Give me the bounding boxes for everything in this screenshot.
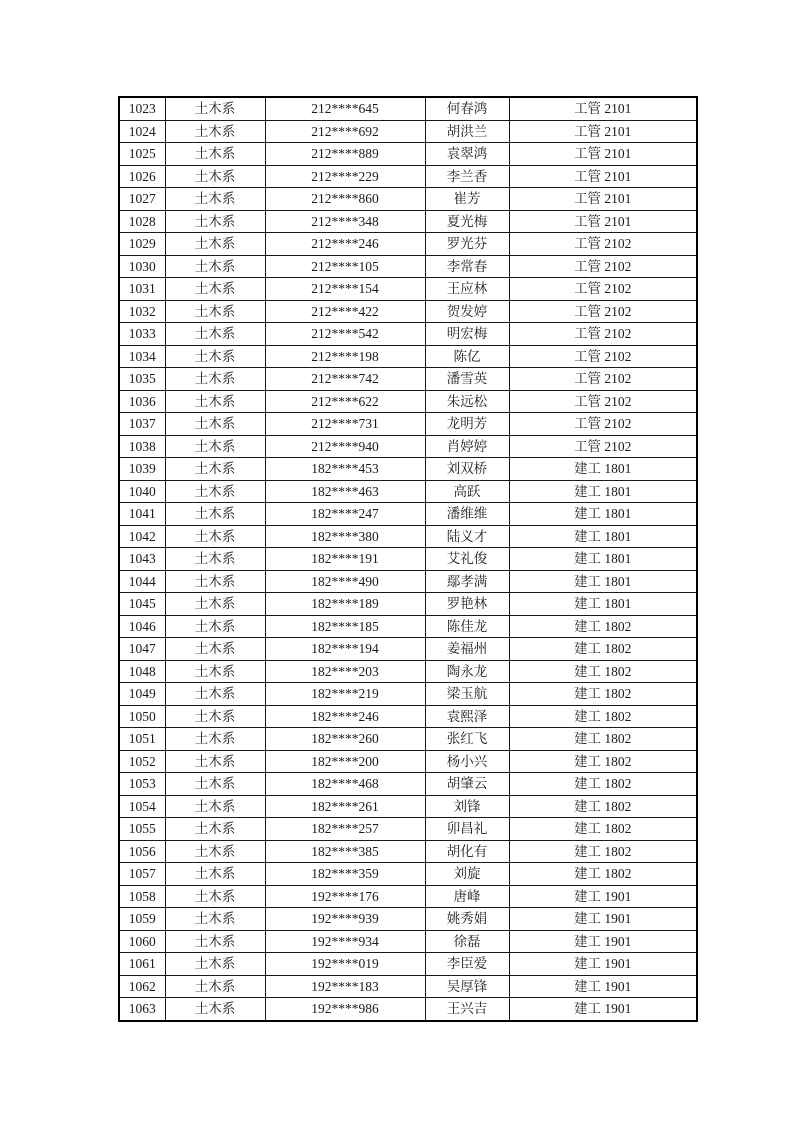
cell-student-id: 192****183 (265, 975, 425, 998)
table-row (119, 840, 697, 863)
cell-department: 土木系 (165, 255, 265, 278)
cell-class: 工管 2101 (509, 143, 697, 166)
cell-student-id: 212****105 (265, 255, 425, 278)
cell-class: 建工 1801 (509, 458, 697, 481)
cell-student-id: 182****463 (265, 480, 425, 503)
cell-department: 土木系 (165, 885, 265, 908)
cell-name: 胡化有 (425, 840, 509, 863)
cell-department: 土木系 (165, 143, 265, 166)
table-row (119, 683, 697, 706)
cell-row-number: 1042 (119, 525, 165, 548)
cell-student-id: 192****939 (265, 908, 425, 931)
cell-row-number: 1030 (119, 255, 165, 278)
table-row (119, 390, 697, 413)
cell-class: 工管 2102 (509, 323, 697, 346)
cell-department: 土木系 (165, 323, 265, 346)
table-row (119, 120, 697, 143)
cell-row-number: 1057 (119, 863, 165, 886)
cell-name: 高跃 (425, 480, 509, 503)
cell-name: 杨小兴 (425, 750, 509, 773)
cell-class: 建工 1801 (509, 525, 697, 548)
cell-department: 土木系 (165, 413, 265, 436)
cell-row-number: 1024 (119, 120, 165, 143)
cell-department: 土木系 (165, 503, 265, 526)
cell-department: 土木系 (165, 998, 265, 1021)
cell-class: 建工 1801 (509, 548, 697, 571)
table-row (119, 413, 697, 436)
cell-class: 工管 2102 (509, 413, 697, 436)
cell-row-number: 1050 (119, 705, 165, 728)
cell-student-id: 182****219 (265, 683, 425, 706)
cell-class: 工管 2101 (509, 97, 697, 120)
cell-row-number: 1033 (119, 323, 165, 346)
cell-row-number: 1028 (119, 210, 165, 233)
table-row (119, 458, 697, 481)
cell-row-number: 1040 (119, 480, 165, 503)
cell-student-id: 182****261 (265, 795, 425, 818)
table-row (119, 818, 697, 841)
cell-department: 土木系 (165, 480, 265, 503)
cell-class: 建工 1802 (509, 750, 697, 773)
cell-row-number: 1060 (119, 930, 165, 953)
cell-name: 崔芳 (425, 188, 509, 211)
table-row (119, 908, 697, 931)
table-row (119, 863, 697, 886)
table-row (119, 503, 697, 526)
cell-class: 建工 1901 (509, 908, 697, 931)
cell-class: 建工 1802 (509, 818, 697, 841)
cell-student-id: 182****260 (265, 728, 425, 751)
cell-class: 工管 2102 (509, 345, 697, 368)
cell-class: 工管 2102 (509, 300, 697, 323)
cell-student-id: 212****154 (265, 278, 425, 301)
cell-class: 工管 2102 (509, 435, 697, 458)
cell-class: 建工 1801 (509, 593, 697, 616)
cell-name: 艾礼俊 (425, 548, 509, 571)
cell-name: 陶永龙 (425, 660, 509, 683)
cell-row-number: 1049 (119, 683, 165, 706)
cell-department: 土木系 (165, 300, 265, 323)
cell-name: 李常春 (425, 255, 509, 278)
cell-name: 袁熙泽 (425, 705, 509, 728)
cell-student-id: 182****453 (265, 458, 425, 481)
cell-class: 工管 2102 (509, 390, 697, 413)
cell-department: 土木系 (165, 638, 265, 661)
cell-department: 土木系 (165, 593, 265, 616)
cell-row-number: 1061 (119, 953, 165, 976)
cell-department: 土木系 (165, 458, 265, 481)
cell-row-number: 1035 (119, 368, 165, 391)
cell-student-id: 182****385 (265, 840, 425, 863)
cell-row-number: 1051 (119, 728, 165, 751)
cell-name: 王应林 (425, 278, 509, 301)
cell-name: 刘锋 (425, 795, 509, 818)
cell-class: 工管 2102 (509, 278, 697, 301)
cell-name: 袁翠鸿 (425, 143, 509, 166)
cell-name: 刘双桥 (425, 458, 509, 481)
cell-student-id: 212****542 (265, 323, 425, 346)
cell-student-id: 192****019 (265, 953, 425, 976)
table-row (119, 255, 697, 278)
cell-department: 土木系 (165, 705, 265, 728)
cell-student-id: 212****622 (265, 390, 425, 413)
cell-row-number: 1023 (119, 97, 165, 120)
cell-department: 土木系 (165, 975, 265, 998)
cell-name: 卯昌礼 (425, 818, 509, 841)
cell-row-number: 1044 (119, 570, 165, 593)
table-row (119, 480, 697, 503)
cell-class: 建工 1802 (509, 683, 697, 706)
cell-row-number: 1038 (119, 435, 165, 458)
table-row (119, 368, 697, 391)
cell-department: 土木系 (165, 345, 265, 368)
cell-name: 王兴吉 (425, 998, 509, 1021)
table-row (119, 705, 697, 728)
table-row (119, 188, 697, 211)
cell-class: 建工 1802 (509, 795, 697, 818)
cell-row-number: 1046 (119, 615, 165, 638)
cell-name: 胡肇云 (425, 773, 509, 796)
cell-class: 工管 2102 (509, 368, 697, 391)
cell-name: 姜福州 (425, 638, 509, 661)
cell-row-number: 1048 (119, 660, 165, 683)
cell-name: 肖婷婷 (425, 435, 509, 458)
cell-name: 夏光梅 (425, 210, 509, 233)
table-row (119, 165, 697, 188)
cell-department: 土木系 (165, 120, 265, 143)
table-row (119, 210, 697, 233)
cell-class: 建工 1901 (509, 930, 697, 953)
table-row (119, 570, 697, 593)
cell-class: 建工 1802 (509, 863, 697, 886)
cell-student-id: 182****185 (265, 615, 425, 638)
table-row (119, 885, 697, 908)
cell-row-number: 1053 (119, 773, 165, 796)
cell-row-number: 1041 (119, 503, 165, 526)
cell-class: 建工 1801 (509, 480, 697, 503)
cell-row-number: 1025 (119, 143, 165, 166)
cell-student-id: 192****986 (265, 998, 425, 1021)
cell-row-number: 1029 (119, 233, 165, 256)
cell-department: 土木系 (165, 278, 265, 301)
cell-student-id: 182****468 (265, 773, 425, 796)
table-row (119, 975, 697, 998)
cell-name: 朱远松 (425, 390, 509, 413)
table-row (119, 750, 697, 773)
cell-row-number: 1043 (119, 548, 165, 571)
table-row (119, 435, 697, 458)
cell-student-id: 192****934 (265, 930, 425, 953)
student-roster-table (118, 96, 698, 1022)
cell-row-number: 1039 (119, 458, 165, 481)
cell-department: 土木系 (165, 233, 265, 256)
table-row (119, 278, 697, 301)
cell-name: 陈佳龙 (425, 615, 509, 638)
cell-row-number: 1058 (119, 885, 165, 908)
cell-student-id: 182****359 (265, 863, 425, 886)
table-row (119, 615, 697, 638)
cell-name: 何春鸿 (425, 97, 509, 120)
cell-class: 建工 1802 (509, 773, 697, 796)
cell-student-id: 182****191 (265, 548, 425, 571)
cell-department: 土木系 (165, 188, 265, 211)
table-row (119, 638, 697, 661)
cell-department: 土木系 (165, 683, 265, 706)
cell-student-id: 182****246 (265, 705, 425, 728)
cell-department: 土木系 (165, 660, 265, 683)
cell-class: 建工 1802 (509, 705, 697, 728)
cell-name: 陆义才 (425, 525, 509, 548)
cell-name: 胡洪兰 (425, 120, 509, 143)
cell-student-id: 212****645 (265, 97, 425, 120)
cell-row-number: 1052 (119, 750, 165, 773)
table-body (119, 97, 697, 1021)
cell-row-number: 1054 (119, 795, 165, 818)
cell-row-number: 1055 (119, 818, 165, 841)
cell-class: 工管 2102 (509, 255, 697, 278)
cell-class: 建工 1802 (509, 728, 697, 751)
cell-department: 土木系 (165, 435, 265, 458)
cell-class: 建工 1901 (509, 998, 697, 1021)
cell-name: 李兰香 (425, 165, 509, 188)
table-row (119, 953, 697, 976)
cell-student-id: 212****422 (265, 300, 425, 323)
cell-student-id: 182****189 (265, 593, 425, 616)
cell-department: 土木系 (165, 840, 265, 863)
table-row (119, 97, 697, 120)
cell-name: 姚秀娟 (425, 908, 509, 931)
cell-class: 建工 1801 (509, 570, 697, 593)
cell-student-id: 212****229 (265, 165, 425, 188)
cell-student-id: 212****940 (265, 435, 425, 458)
cell-row-number: 1026 (119, 165, 165, 188)
cell-department: 土木系 (165, 615, 265, 638)
cell-row-number: 1032 (119, 300, 165, 323)
cell-class: 建工 1802 (509, 840, 697, 863)
cell-student-id: 182****247 (265, 503, 425, 526)
table-row (119, 323, 697, 346)
cell-department: 土木系 (165, 930, 265, 953)
cell-department: 土木系 (165, 818, 265, 841)
cell-student-id: 212****198 (265, 345, 425, 368)
cell-department: 土木系 (165, 368, 265, 391)
cell-row-number: 1037 (119, 413, 165, 436)
table-row (119, 930, 697, 953)
cell-name: 唐峰 (425, 885, 509, 908)
cell-name: 鄢孝满 (425, 570, 509, 593)
cell-name: 罗光芬 (425, 233, 509, 256)
cell-class: 工管 2101 (509, 120, 697, 143)
table-row (119, 233, 697, 256)
cell-class: 建工 1901 (509, 885, 697, 908)
cell-student-id: 182****257 (265, 818, 425, 841)
cell-name: 潘维维 (425, 503, 509, 526)
cell-student-id: 182****203 (265, 660, 425, 683)
cell-class: 工管 2102 (509, 233, 697, 256)
cell-department: 土木系 (165, 795, 265, 818)
cell-student-id: 182****380 (265, 525, 425, 548)
table-row (119, 773, 697, 796)
table-row (119, 143, 697, 166)
cell-class: 工管 2101 (509, 165, 697, 188)
cell-class: 建工 1801 (509, 503, 697, 526)
cell-student-id: 212****731 (265, 413, 425, 436)
cell-department: 土木系 (165, 728, 265, 751)
cell-department: 土木系 (165, 165, 265, 188)
cell-row-number: 1034 (119, 345, 165, 368)
cell-name: 吴厚锋 (425, 975, 509, 998)
cell-department: 土木系 (165, 210, 265, 233)
cell-name: 罗艳林 (425, 593, 509, 616)
table-row (119, 548, 697, 571)
cell-name: 刘旋 (425, 863, 509, 886)
cell-department: 土木系 (165, 773, 265, 796)
cell-row-number: 1059 (119, 908, 165, 931)
table-row (119, 345, 697, 368)
cell-student-id: 212****246 (265, 233, 425, 256)
cell-row-number: 1045 (119, 593, 165, 616)
cell-row-number: 1056 (119, 840, 165, 863)
cell-name: 张红飞 (425, 728, 509, 751)
table-row (119, 728, 697, 751)
cell-student-id: 212****348 (265, 210, 425, 233)
cell-class: 建工 1802 (509, 660, 697, 683)
cell-row-number: 1062 (119, 975, 165, 998)
cell-student-id: 212****692 (265, 120, 425, 143)
cell-student-id: 212****889 (265, 143, 425, 166)
cell-class: 建工 1901 (509, 953, 697, 976)
cell-department: 土木系 (165, 908, 265, 931)
cell-student-id: 192****176 (265, 885, 425, 908)
cell-name: 贺发婷 (425, 300, 509, 323)
table-row (119, 998, 697, 1021)
cell-name: 潘雪英 (425, 368, 509, 391)
cell-name: 龙明芳 (425, 413, 509, 436)
cell-name: 陈亿 (425, 345, 509, 368)
table-row (119, 660, 697, 683)
cell-department: 土木系 (165, 570, 265, 593)
cell-student-id: 182****200 (265, 750, 425, 773)
cell-class: 建工 1802 (509, 638, 697, 661)
cell-student-id: 212****860 (265, 188, 425, 211)
cell-name: 梁玉航 (425, 683, 509, 706)
cell-department: 土木系 (165, 390, 265, 413)
cell-department: 土木系 (165, 863, 265, 886)
cell-row-number: 1063 (119, 998, 165, 1021)
cell-department: 土木系 (165, 548, 265, 571)
cell-class: 建工 1901 (509, 975, 697, 998)
cell-student-id: 182****194 (265, 638, 425, 661)
cell-student-id: 182****490 (265, 570, 425, 593)
cell-department: 土木系 (165, 750, 265, 773)
cell-row-number: 1031 (119, 278, 165, 301)
cell-name: 李臣爱 (425, 953, 509, 976)
cell-class: 工管 2101 (509, 210, 697, 233)
cell-name: 徐磊 (425, 930, 509, 953)
table-row (119, 795, 697, 818)
cell-row-number: 1036 (119, 390, 165, 413)
table-row (119, 525, 697, 548)
cell-department: 土木系 (165, 525, 265, 548)
table-row (119, 300, 697, 323)
cell-student-id: 212****742 (265, 368, 425, 391)
cell-row-number: 1047 (119, 638, 165, 661)
cell-class: 工管 2101 (509, 188, 697, 211)
cell-department: 土木系 (165, 97, 265, 120)
cell-department: 土木系 (165, 953, 265, 976)
table-row (119, 593, 697, 616)
cell-row-number: 1027 (119, 188, 165, 211)
cell-name: 明宏梅 (425, 323, 509, 346)
cell-class: 建工 1802 (509, 615, 697, 638)
